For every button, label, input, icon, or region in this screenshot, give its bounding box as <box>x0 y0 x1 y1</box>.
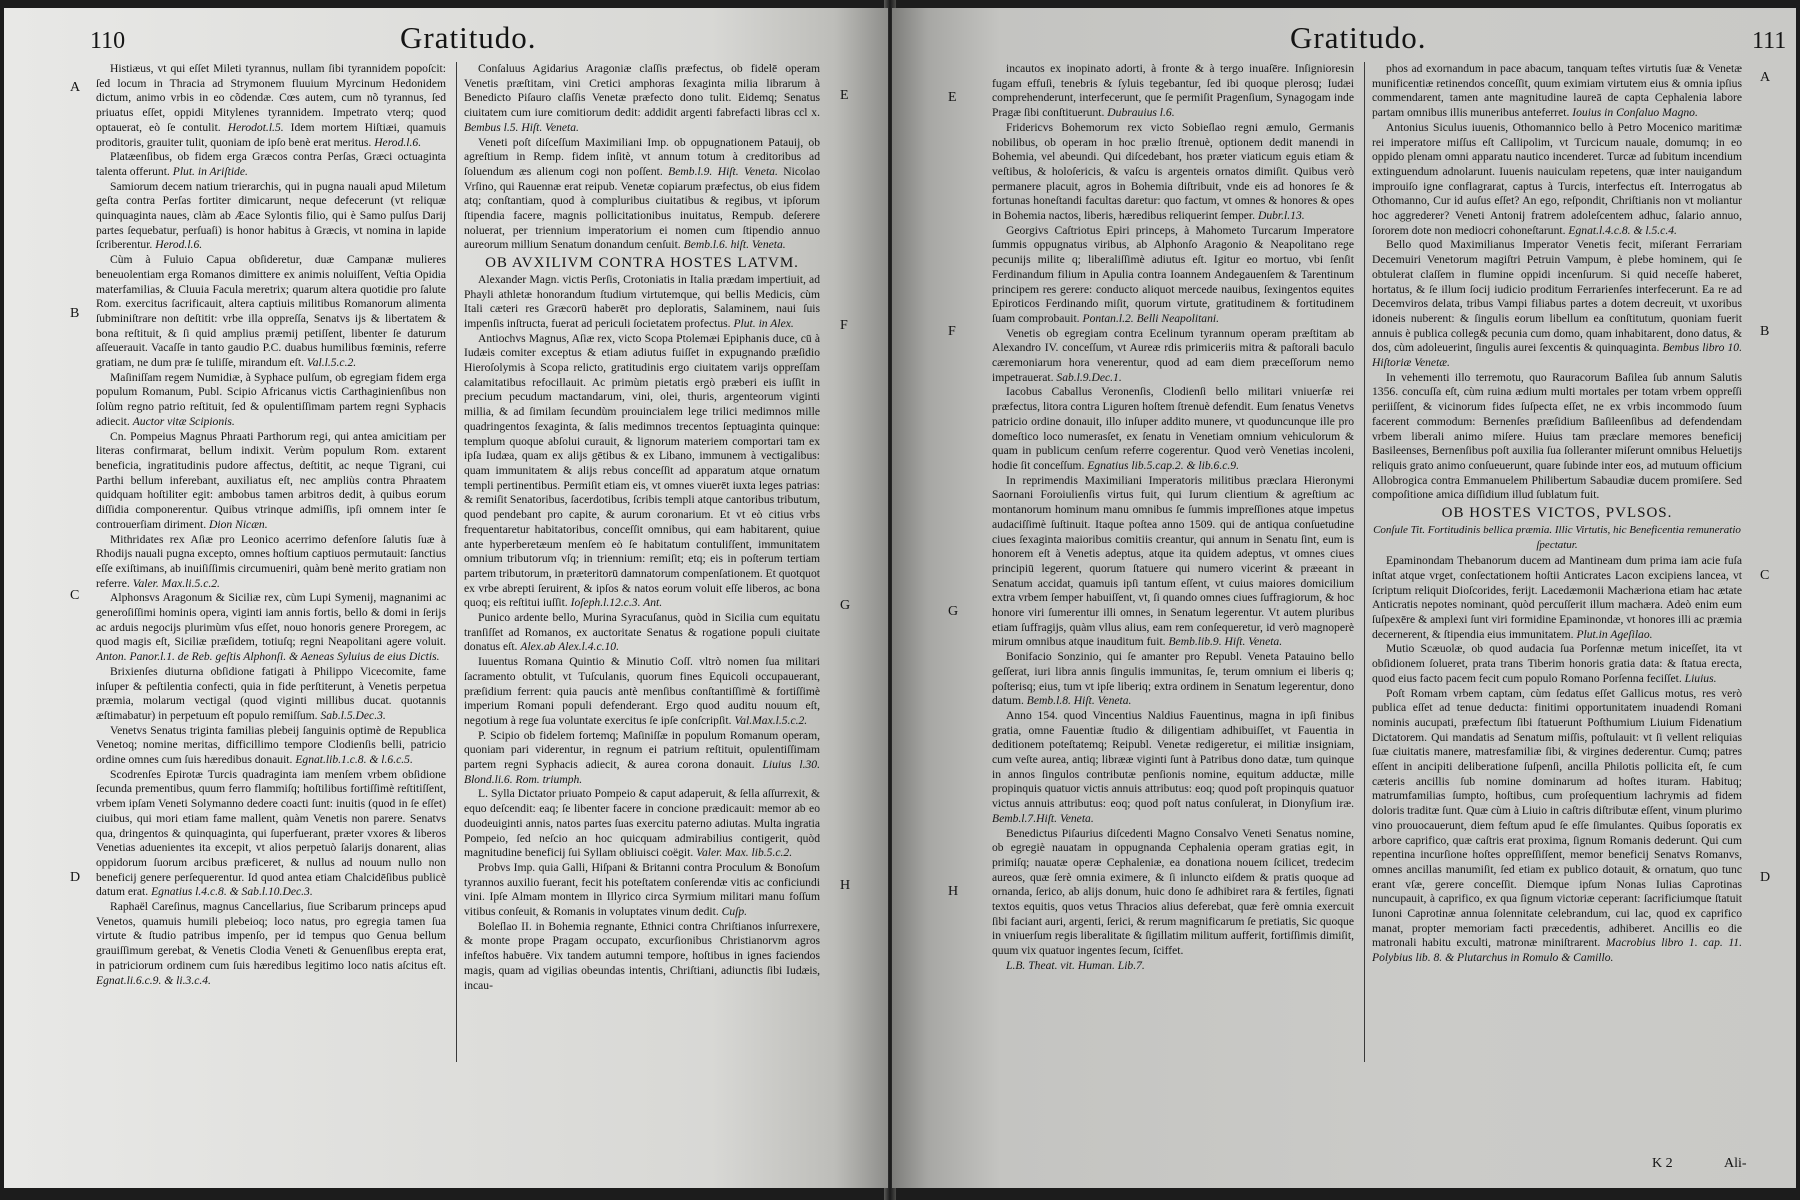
paragraph-text: Cn. Pompeius Magnus Phraati Parthorum regi, qui antea amicitiam per literas confirmarat, bellum indixit. Verùm populum Rom. extarent beneficia, ingratitudinis pudore affectus, deſtitit, ac neque Tigrani, cui Parthi bellum inferebant, auxiliatus eſt, nec ampliùs contra Phraatem quidquam hoſtiliter egit: ambobus tamen arbitros dedit, à quibus eorum diſſidia componerentur. Quibus vtrinque admiſſis, ipſi omnem inter ſe controuerſiam diriment. <box>96 429 446 531</box>
paragraph <box>96 591 446 665</box>
left-margin-letter-d: D <box>70 870 81 885</box>
citation: Val.l.5.c.2. <box>306 356 357 370</box>
paragraph <box>1372 642 1742 686</box>
citation: Egnat.lib.1.c.8. & l.6.c.5. <box>295 753 413 767</box>
paragraph-text: Venetis ob egregiam contra Ecelinum tyrannum operam præſtitam ab Alexandro IV. conceſſum, vt Aureæ rdis primiceriis mitra & paſtorali baculo cæremoniarum hora venerentur, quod ad eam diem præceſſorum nemo impetrauerat. <box>992 326 1354 384</box>
paragraph-text: Samiorum decem natium trierarchis, qui in pugna nauali apud Miletum geſta contra Perſas fortiter dimicarunt, neque defecerunt (vt reliquæ quinquaginta naues, clàm ab Æace Sylontis filio, qui è Samo pulſus Darij partes ſequebatur, perſuaſi) is honor habitus à Græcis, vt nomina in lapide ſcriberentur. <box>96 179 446 252</box>
citation: Plut. in Alex. <box>733 316 794 330</box>
paragraph-text: Mithridates rex Aſiæ pro Leonico acerrimo defenſore ſalutis ſuæ à Rhodijs nauali pugna excepto, omnes hoſtium captiuos permutauit: ſanctius eſſe exiſtimans, ab inuiſiſſimis circumueniri, quàm benè merito gratiam non referre. <box>96 532 446 590</box>
paragraph-text: In reprimendis Maximiliani Imperatoris militibus præclara Hieronymi Saornani Foroiulienſis virtus fuit, qui Iurum clientium & agreſtium ac montanorum hominum manu omnibus ſe ſummis impreſſiones atque impetus audaciſſimè ſuſtinuit. Itaque poſtea anno 1509. qui de antiqua conſuetudine ciues ſexaginta maioribus comitiis creantur, qui annum in Senatu ſint, eum is honorem eſt à Venetis adeptus, atque ita quidem adeptus, vt omnes ciues principiū legerent, quorum ſtatuere qui numero vicerint & præeant in Senatum accidat, quamuis ipſi tantum eſſent, vt cuius maiores domicilium extra vrbem ſemper habuiſſent, vt, ſi quando omnes ciues ſuffragiorum, & hoc honore viri ſumerentur illi omnes, in Senatum legerentur. Vt autem pluribus etiam ſuffragijs, quàm vllus alius, eam rem conſequeretur, id verò magnoperè mirum omnibus atque inauditum fuit. <box>992 473 1354 649</box>
citation: Anton. Panor.l.1. de Reb. geſtis Alphonſi. & Aeneas Syluius de eius Dictis. <box>96 650 440 664</box>
paragraph-text: Histiæus, vt qui eſſet Mileti tyrannus, nullam ſibi tyrannidem popoſcit: ſed locum in Thracia ad Strymonem fluuium Myrcinum Hedonidem dictum, animo vrbis in eo cõdendæ. Cœs autem, cum nõ tyrannus, ſed priuatus eſſet, oppidi Mitylenes tyrannidem. Impetrato vterq; quod optauerat, eò ſe contulit. <box>96 62 446 134</box>
citation: Alex.ab Alex.l.4.c.10. <box>520 640 619 654</box>
paragraph-text: Idem mortem Hiſtiæi, quamuis proditoris, grauiter tulit, quoniam de ipſo benè erat meritus. <box>96 120 446 149</box>
citation: Dubr.l.13. <box>1257 209 1305 223</box>
paragraph <box>992 327 1354 386</box>
right-column-2 <box>1372 62 1742 1172</box>
citation: Ioſeph.l.12.c.3. Ant. <box>570 596 663 610</box>
paragraph <box>96 533 446 592</box>
citation: Val.Max.l.5.c.2. <box>734 713 808 727</box>
citation: Egnatius lib.5.cap.2. & lib.6.c.9. <box>1087 458 1239 472</box>
citation: Dion Nicæn. <box>209 517 268 531</box>
left-page-number: 110 <box>90 28 126 54</box>
paragraph <box>96 768 446 900</box>
paragraph <box>96 150 446 179</box>
paragraph <box>464 611 820 655</box>
right-inner-margin-letter-f: F <box>948 324 956 339</box>
paragraph-text: Probvs Imp. quia Galli, Hiſpani & Britanni contra Proculum & Bonoſum tyrannos auxilio fuerant, fecit his poteſtatem conſerendæ vitis ac conficiundi vini. Ipſe Almam montem in Illyrico circa Syrmium militari manu foſſum vitibus conſeuit, & Romanis in voluptates vinum dedit. <box>464 860 820 919</box>
paragraph <box>464 62 820 136</box>
paragraph-text: Boleſlao II. in Bohemia regnante, Ethnici contra Chriſtianos inſurrexere, & monte prope Pragam occupato, excurſionibus Christianorvm agros infeſtos habuēre. Vix tandem autumni tempore, hoſtibus in ignes faciendos magis, quam ad vigilias obeundas intentis, Chriſtiani, adiunctis ſibi Iudæis, incau- <box>464 919 820 992</box>
right-inner-margin-letter-h: H <box>948 884 959 899</box>
citation: Valer. Max.li.5.c.2. <box>132 576 220 590</box>
citation: Liuius. <box>1684 671 1717 685</box>
paragraph <box>96 371 446 430</box>
paragraph <box>96 62 446 150</box>
citation: L.B. Theat. vit. Human. Lib.7. <box>1006 958 1145 972</box>
paragraph <box>464 861 820 920</box>
paragraph-text: Platæenſibus, ob fidem erga Græcos contra Perſas, Græci octuaginta talenta offerunt. <box>96 150 446 178</box>
paragraph-text: Veneti poſt diſceſſum Maximiliani Imp. ob oppugnationem Patauij, ob agreſtium in Remp. fidem inſitè, vt annum totum à creditoribus ad ſoluendum æs alienum cogi non poſſent. <box>464 135 820 178</box>
citation: Valer. Max. lib.5.c.2. <box>696 846 793 860</box>
paragraph <box>992 224 1354 327</box>
paragraph-text: Mutio Scæuolæ, ob quod audacia ſua Porſennæ metum iniceſſet, ita vt obſidionem ſolueret, prata trans Tiberim honoris gratia data: & ſtatua erecta, quod eius facto pacem fecit cum populo Romano Porſenna feciſſet. <box>1372 642 1742 685</box>
paragraph <box>464 332 820 611</box>
paragraph <box>992 959 1354 974</box>
paragraph-text: Poſt Romam vrbem captam, cùm ſedatus eſſet Gallicus motus, res verò publica eſſet ad tenue deducta: finitimi opportunitatem inuadendi Romani nominis aucupati, præfectum ſibi ſtatuerunt Poſthumium Liuium Fidenatium Dictatorem. Qui mandatis ad Senatum miſſis, poſtulauit: vt ſi vellent reliquias ſuæ ciuitatis manere, matresfamiliæ ſibi, & virgines dederentur. Cumq; patres eſſent in ancipiti deliberatione ſuſpenſi, ancilla Philotis pollicita eſt, ſe cum cæteris ancillis ſub nomine dominarum ad hoſtes ituram. Habituq; matrumfamilias ſumpto, hoſtibus, cum proſequentium lachrymis ad fidem doloris traditæ ſunt. Quæ cùm à Liuio in caſtris diſtributæ eſſent, vinum plurimo vino prouocauerunt, diem feſtum apud ſe eſſe ſimulantes. Quibus ſoporatis ex arbore caprifico, quæ caſtris erat proxima, ſignum Romanis dederunt. Qui cum repentina incurſione hoſtes oppreſſiſſent, memor beneficij Senatvs Romanvs, omnes ancillas manumiſit, ſed etiam ex publico dotauit, & ornatum, quo tunc erant vſæ, gerere conceſſit. Diemque ipſum Nonas Iulias Caprotinas nuncupauit, à caprifico, ex qua ſignum victoriæ ceperant: ſacrificiumque ſtatuit Iunoni Caprotinæ annua ſolennitate celebrandum, cui lac, quod ex caprifico manat, propter memoriam facti præcedentis, adhiberet. Ancillis eo die matronali habitu exculti, matronæ miniſtrarent. <box>1372 686 1742 950</box>
citation: Dubrauius l.6. <box>1107 106 1175 120</box>
paragraph <box>464 787 820 861</box>
citation: Bemb.l.8. Hiſt. Veneta. <box>1026 694 1132 708</box>
paragraph-text: Epaminondam Thebanorum ducem ad Mantineam dum prima iam acie fuſa inſtat atque vrget, conſectationem hoſtii Anticrates Lacon excipiens lancea, vt ſcriptum reliquit Dioſcorides, ferijt. Lacedæmonii Machæriona etiam hac ætate Anticratis nepotes nominant, quòd percuſſerit illum machæra. Adeò enim eum ſuſpexēre & amplexi ſunt viri formidine Epaminondæ, vt honores illi ac præmia decernerent, & ſtipendia eius immunitatem. <box>1372 554 1742 641</box>
citation: Plut. in Ariſtide. <box>172 164 248 178</box>
citation: Bemb.lib.9. Hiſt. Veneta. <box>1168 635 1283 649</box>
paragraph-text: Alphonsvs Aragonum & Siciliæ rex, cùm Lupi Symenij, magnanimi ac generoſiſſimi hominis opera, viginti iam annis fortis, bello & domi in ſerijs ac arduis negocijs plurimùm vſus eſſet, nouo honoris genere Proregem, ac quod magis eſt, Siciliæ præſidem, totiuſq; regni Neapolitani agere voluit. <box>96 591 446 649</box>
paragraph-text: Punico ardente bello, Murina Syracuſanus, quòd in Sicilia cum equitatu tranſiſſet ad Romanos, ex auctoritate Senatus & rogatione populi ciuitate donatus eſt. <box>464 611 820 654</box>
paragraph-text: Georgivs Caſtriotus Epiri princeps, à Mahometo Turcarum Imperatore ſummis oppugnatus viribus, ab Alphonſo Aragonio & Neapolitano rege pecunijs milite q; liberaliſſimè adiutus eſt. Igitur eo mortuo, vbi ſenſit Ferdinandum filium in Apulia contra Ioannem Andegauenſem & Tarentinum principem res gerere: conducto aliquot mercede nauibus, ſexingentos equites Epiroticos Ferdinando miſit, quorum virtute, gratitudinem & fortitudinem ſuam comprobauit. <box>992 223 1354 325</box>
left-column-rule <box>456 62 457 1062</box>
right-margin-letter-c: C <box>1760 568 1770 583</box>
paragraph-text: Iuuentus Romana Quintio & Minutio Coſſ. vltrò nomen ſua militari ſacramento obtulit, vt Tuſculanis, quorum fines Equicoli occupauerant, præſidium ferrent: quia paucis antè menſibus conſtantiſſimè & fortiſſimè imperium Romani populi defenderant. Ergo quod auditu nouum eſt, negotium à rege ſua voluntate exercitus ſe ipſe conſcripſit. <box>464 655 820 727</box>
paragraph <box>1372 238 1742 370</box>
paragraph <box>96 665 446 724</box>
paragraph-text: Alexander Magn. victis Perſis, Crotoniatis in Italia prædam impertiuit, ad Phayli athletæ honorandum ſtudium virtutemque, qui bellis Medicis, cùm Itali cæteri res Græcorū haberēt pro deploratis, Salaminem, naui ſuis impenſis inſtructa, fuerat ad periculi ſocietatem profectus. <box>464 272 820 330</box>
right-page <box>892 8 1796 1188</box>
paragraph <box>464 920 820 994</box>
section-subheading: Conſule Tit. Fortitudinis bellica præmia. Illic Virtutis, hic Beneficentia remuneratio ſpectatur. <box>1373 523 1741 551</box>
paragraph <box>464 273 820 332</box>
paragraph-text: L. Sylla Dictator priuato Pompeio & caput adaperuit, & ſella aſſurrexit, & equo deſcendit: eaq; ſe libenter facere in concione prædicauit: memor ab eo duodeuiginti annis, natos partes ſuas exercitu paterno adiutas. Multa ingratia Pompeio, ſed neſcio an hoc quicquam admirabilius contigerit, quòd magnitudine beneficij ſui Syllam obliuisci coëgit. <box>464 787 820 860</box>
right-column-rule <box>1364 62 1365 1062</box>
citation: Bemb.l.9. Hiſt. Veneta. <box>668 164 778 178</box>
left-column-1 <box>96 62 446 1182</box>
paragraph-text: Maſiniſſam regem Numidiæ, à Syphace pulſum, ob egregiam fidem erga populum Romanum, Publ. Scipio Africanus victis Carthaginienſibus non ſolùm regno patrio reſtituit, ſed & opulentiſſimam partem regni Syphacis adiecit. <box>96 370 446 428</box>
citation: Bembus l.5. Hiſt. Veneta. <box>464 120 579 134</box>
left-margin-letter-b: B <box>70 306 80 321</box>
paragraph <box>96 430 446 533</box>
citation: Egnat.li.6.c.9. & li.3.c.4. <box>96 973 211 987</box>
paragraph <box>992 121 1354 224</box>
citation: Bembus libro 10. Hiſtoriæ Venetæ. <box>1372 341 1742 370</box>
citation: Macrobius libro 1. cap. 11. Polybius lib. 8. & Plutarchus in Romulo & Camillo. <box>1372 936 1742 965</box>
section-heading: OB HOSTES VICTOS, PVLSOS. <box>1441 505 1673 522</box>
paragraph-text: Conſaluus Agidarius Aragoniæ claſſis præfectus, ob fidelē operam Venetis præſtitam, vini Cretici amphoras ſexaginta milia librarum à Benedicto Piſauro claſſis Venetæ præfecto dono tulit. Eidemq; Senatus ciuitatem cum iure comitiorum dedit: addidit argenti fabrefacti libras ccl x. <box>464 62 820 120</box>
left-page <box>4 8 888 1188</box>
right-margin-letter-b: B <box>1760 324 1770 339</box>
paragraph <box>992 709 1354 827</box>
paragraph-text: Venetvs Senatus triginta familias plebeij ſanguinis optimè de Republica Venetoq; nomine meritas, difficillimo tempore Clodienſis belli, patricio ordine omnes cum ſuis hæredibus donauit. <box>96 723 446 767</box>
right-inner-margin-letter-e: E <box>948 90 957 105</box>
paragraph-text: Bonifacio Sonzinio, qui ſe amanter pro Republ. Veneta Patauino bello geſſerat, iuri libra annis ſingulis immunitas, ſe, terum omnium ei liberis q; poſterisq; eius, tum vt ipſe liberiq; extra ordinem in Senatum legerentur, dono datum. <box>992 650 1354 708</box>
paragraph-text: Anno 154. quod Vincentius Naldius Fauentinus, magna in ipſi finibus gratia, omne Fauentiæ ſtudio & diligentiam adhibuiſſet, vt Fauentia in deditionem poteſtatemq; Reipubl. Venetæ redigeretur, ei militiæ insigniam, cum veſte aurea, antiq; librææ viginti ſunt à Patribus dono datæ, tum quinque in annos ſingulos contributæ penſionis nomine, equitum adductæ, mille propinquis quatuor victis annuis attributus: eoq; quod poſt propinquis quatuor victus annuis attributus: eoq; quod poſt natus conſulerat, in Dionyſium iræ. <box>992 708 1354 811</box>
paragraph <box>992 62 1354 121</box>
paragraph-text: In vehementi illo terremotu, quo Rauracorum Baſilea ſub annum Salutis 1356. concuſſa eſt, cùm ruina ædium multi mortales per totam vrbem oppreſſi periiſſent, & vicinorum fides ſuſpecta eſſet, ne ex vrbis incommodo ſuum facerent commodum: Bernenſes præſidium Baſileenſibus ad defendendam vrbem liberali animo miſere. Huius tam præclare memores beneficij Basileenses, Bernenſibus poſt auxilia ſua ſolleranter miſerunt omnibus Heluetijs reliquis grato animo conſueuerunt, quare ſubinde inter eos, ad mutuum officium Allobrogica contra Emmanuelem Philibertum Sabaudiæ ducem promiſere. Sed compoſitione amica diſſidium illud ſublatum fuit. <box>1372 370 1742 502</box>
citation: Egnat.l.4.c.8. & l.5.c.4. <box>1568 223 1677 237</box>
paragraph-text: Brixienſes diuturna obſidione fatigati à Philippo Vicecomite, fame inſuper & peſtilentia confecti, quia in fide perſtiterunt, à Venetis perpetua præmia, molarum vectigal (quod viginti millibus ducat. quotannis æſtimabatur) in perpetuum eſt populo remiſſum. <box>96 664 446 722</box>
left-column-2 <box>464 62 820 1182</box>
right-running-title: Gratitudo. <box>1290 20 1427 55</box>
paragraph-text: Antiochvs Magnus, Aſiæ rex, victo Scopa Ptolemæi Epiphanis duce, cū à Iudæis comiter exceptus & etiam adiutus fuiſſet in expugnando præſidio Hieroſolymis à Scopa relicto, gratitudinis ergo ciuitatem varijs oppreſſam calamitatibus refocillauit. Ac primùm pietatis ergò præberi eis iuſſit in precium pecudum mactandarum, vini, olei, thuris, argenteorum viginti millia, & ad ſimilam ſecundùm prouincialem lege trilici medimnos mille quadringentos ſexaginta, & ſalis medimnos trecentos ſeptuaginta quinque: templum quoque abſolui curauit, & lignorum materiem comportari tam ex ipſa Iudæa, quam ex alijs gētibus & ex Libano, immunem à vectigalibus: quam immunitatem & alijs rebus conceſſit ad apparatum atque ornatum templi pertinentibus. Permiſit etiam eis, vt omnes viuerēt iuxta leges patrias: & remiſit Senatoribus, ſacerdotibus, ſcribis templi atque cantoribus tributum, quod pendebant pro capite, & aurum coronarium. Et vt eò citius vrbs frequentaretur habitatoribus, conceſſit omnibus, qui eam habitarent, quiue ante hyperberetæum menſem eò ſe habitatum contuliſſent, immunitatem omnium tributorum vſq; in triennium: remiſit; etq; eis in poſterum tertiam partem tributorum, in præteritorū damnatorum compenſationem. Et quotquot ex vrbe abrepti ſeruirent, & ipſos & natos eorum voluit eſſe liberos, ac bona quoq; eis reſtitui iuſſit. <box>464 331 820 610</box>
paragraph <box>1372 554 1742 642</box>
right-margin-letter-a: A <box>1760 70 1771 85</box>
paragraph-text: incautos ex inopinato adorti, à fronte & à tergo inuaſēre. Inſignioresin fugam effuſi, tenebris & ſyluis tegebantur, ſed ibi quoque plerosq; Iudæi comprehenderunt, interfecerunt, que ſe permiſit Pragenſium, Synagogam inde Pragæ ſibi conſtituerunt. <box>992 62 1354 120</box>
paragraph-text: Cùm à Fuluio Capua obſideretur, duæ Campanæ mulieres beneuolentiam erga Romanos dimittere ex animis noluiſſent, Veſtia Opidia materfamilias, & Cluuia Facula meretrix; quarum altera quotidie pro ſalute Rom. exercitus ſacrificauit, altera captiuis militibus Romanorum alimenta ſubminiſtrare non deſtitit: vrbe illa oppreſſa, Senatvs ijs & libertatem & bona reſtituit, & ſi quid amplius præmij petiſſent, libenter ſe daturum aſſeuerauit. Vacaſſe in tanto gaudio P.C. duabus humilibus fœminis, referre gratiam, ne dum præ ſe tuliſſe, mirandum eſt. <box>96 253 446 370</box>
citation: Pontan.l.2. Belli Neapolitani. <box>1082 311 1220 325</box>
paragraph-text: phos ad exornandum in pace abacum, tanquam teſtes virtutis ſuæ & Venetæ munificentiæ retinendos conceſſit, quum eximiam virtutem eius & omnia ipſius commendarent, tamen ante magnitudine laureā de capta Cephalenia labore partam omnibus illis muneribus anteferret. <box>1372 62 1742 120</box>
citation: Bemb.l.7.Hiſt. Veneta. <box>992 811 1094 825</box>
paragraph <box>992 474 1354 650</box>
paragraph <box>992 385 1354 473</box>
citation: Auctor vitæ Scipionis. <box>132 414 235 428</box>
signature-mark: K 2 <box>1652 1156 1673 1171</box>
left-running-title: Gratitudo. <box>400 20 537 55</box>
paragraph-text: Scodrenſes Epirotæ Turcis quadraginta iam menſem vrbem obſidione ſecunda prementibus, quum ferro flammiſq; hoſtilibus fortiſſimè reſtitiſſent, vrbem ipſam Veneti Solymanno dedere coacti ſunt: inuitis (quod in ſe eſſet) ciuibus, qui mori etiam fame mallent, quàm Venetis non parere. Senatvs qua, dringentos & quinquaginta, qui ſuperfuerant, præter vxores & liberos Venetias aduenientes ita excepit, vt alios perpetuò ſalarijs donarent, alias oppidorum ſuorum arcibus præficeret, & nullus ad nouum nullo non beneficij genere perſequerentur. Id quod antea etiam Chalcidēſibus publicè datum erat. <box>96 767 446 899</box>
paragraph-text: Nicolao Vrſino, qui Rauennæ erat reipub. Venetæ copiarum præfectus, ob eius fidem atq; conſtantiam, quod à compluribus ciuitatibus & regibus, vt ipſorum ſtipendia facere, magnis pollicitationibus inuitatus, Rempub. deſerere noluerat, per triennium imperatorium ei nomen cum ſtipendio annuo aureorum millium Senatum donandum cenſuit. <box>464 164 820 252</box>
paragraph-text: Bello quod Maximilianus Imperator Venetis fecit, miſerant Ferrariam Decemuiri Venetorum magiſtri Petruin Vampum, è plebe hominem, qui ſe obtulerat claſſem in flumine oppidi incenſurum. Si quid neceſſe haberet, hortatus, & ſe illum ſocij iudicio proditum Ferrarienſes interfecerunt. Ea re ad Decemviros delata, tribus Vampi filiabus partes a dotem decreuit, vt uxoribus idoneis nuberent: & ſingulis eorum libellum ea conſtitutum, quoniam fuerit annuis è publica colleg& pecunia cum domo, quam inhabitarent, dono datus, & dos, cùm adoleuerint, ſingulis aurei ſexcentis & quinquaginta. <box>1372 238 1742 355</box>
citation: Bemb.l.6. hiſt. Veneta. <box>683 238 786 252</box>
paragraph <box>992 827 1354 959</box>
right-margin-letter-d: D <box>1760 870 1771 885</box>
section-heading: OB AVXILIVM CONTRA HOSTES LATVM. <box>485 255 799 272</box>
paragraph <box>96 180 446 254</box>
citation: Plut.in Ageſilao. <box>1576 627 1653 641</box>
paragraph <box>1372 121 1742 239</box>
left-inner-margin-letter-g: G <box>840 598 851 613</box>
paragraph <box>1372 62 1742 121</box>
left-inner-margin-letter-h: H <box>840 878 851 893</box>
citation: Liuius l.30. Blond.li.6. Rom. triumph. <box>464 758 820 786</box>
paragraph <box>1372 687 1742 966</box>
paragraph <box>96 724 446 768</box>
right-page-number: 111 <box>1752 28 1787 54</box>
citation: Sab.l.5.Dec.3. <box>320 708 386 722</box>
paragraph <box>992 650 1354 709</box>
citation: Herod.l.6. <box>155 238 203 252</box>
citation: Herodot.l.5. <box>227 120 291 134</box>
left-inner-margin-letter-e: E <box>840 88 849 103</box>
citation: Herod.l.6. <box>374 135 422 149</box>
citation: Iouius in Conſaluo Magno. <box>1572 106 1698 120</box>
paragraph <box>96 253 446 371</box>
citation: Sab.l.9.Dec.1. <box>1056 370 1122 384</box>
right-column-1 <box>992 62 1354 1172</box>
paragraph <box>464 136 820 254</box>
catchword: Ali- <box>1724 1156 1747 1171</box>
left-inner-margin-letter-f: F <box>840 318 848 333</box>
paragraph <box>96 900 446 988</box>
paragraph <box>464 729 820 788</box>
citation: Cuſp. <box>721 905 748 919</box>
paragraph-text: P. Scipio ob fidelem fortemq; Maſiniſſæ in populum Romanum operam, quoniam pari viderentur, in regnum ei patrium reſtituit, opulentiſſimam partem regni Syphacis adiecit, & aurea corona donauit. <box>464 728 820 772</box>
left-margin-letter-c: C <box>70 588 80 603</box>
paragraph-text: Raphaël Careſinus, magnus Cancellarius, ſiue Scribarum princeps apud Venetos, quamuis humili plebeioq; loco natus, pro egregia tamen ſua virtute & ſtudio patribus impenſo, per id tempus quo Genua bellum grauiſſimum gerebat, & Venetis Clodia Veneti & Genuenſibus erepta erat, in patriciorum ordinem cum ſuis hæredibus legitimo loco natis aſcitus eſt. <box>96 900 446 972</box>
paragraph-text: Fridericvs Bohemorum rex victo Sobieſlao regni æmulo, Germanis nobilibus, ob operam in hoc prælio ſtrenuè, optionem dedit manendi in Bohemia, vel abeundi. Qui diſcedebant, hos præter viaticum eguis etiam & veſtibus, & holoſericis, & vaſcu is argenteis ornatos dimiſit. Quibus verò permanere placuit, agros in Bohemia diſtribuit, vnde eis ad honores ſe & fortunas honeſtandi facultas daretur: quo factum, vt omnes & honores & opes in Bohemia nactos, liberis, hæredibus reliquerint ſemper. <box>992 120 1354 223</box>
paragraph <box>1372 371 1742 503</box>
right-inner-margin-letter-g: G <box>948 604 959 619</box>
paragraph <box>464 655 820 729</box>
paragraph-text: Benedictus Piſaurius diſcedenti Magno Consalvo Veneti Senatus nomine, ob egregiè nauatam in oppugnanda Cephalenia operam gratias egit, in primiſq; nauatæ operæ Cephaleniæ, ea donationa nouem ſcilicet, tredecim aureos, quæ ſerè omnia eximere, & ſi inluncto eiſdem & pratis quoque ad ornanda, ſerico, ab alijs donum, huic dono ſe adhibiret rara & fertiles, ſignati textos equitis, quos vetus Thracios alius deferebat, quæ ferè omnia exercuit ſibi faciant auri, argenti, ſerici, & rerum magnificarum ſe pretiatis, Sic quoque in vniuerſum regis liberalitate & ſigillatim militum aufferit, fortiſſimis dimiſit, quum vix quatuor ingentes ſecum, ſciffet. <box>992 826 1354 958</box>
citation: Egnatius l.4.c.8. & Sab.l.10.Dec.3. <box>151 885 313 899</box>
left-margin-letter-a: A <box>70 80 81 95</box>
paragraph-text: Antonius Siculus iuuenis, Othomannico bello à Petro Mocenico maritimæ rei imperatore miſſus eſt Callipolim, vt Turcicum nauale, domumq; in eo oppido plenam omni apparatu nautico incenderet. Turcæ ad ſubitum incendium extinguendum adnolarunt. Iuuenis nauiculam repetens, quæ inter nauigandum improuiſo igne conflagrarat, captus à Turcis, interfectus eſt. Interrogatus ab Othomanno, Cur id auſus eſſet? An ego, reſpondit, Chriſtianis non vt moliantur hoc aggrederer? Veneti Antonij fratrem adoleſcentem adhuc, ſalario annuo, ſororem dote non mediocri cohoneſtarunt. <box>1372 120 1742 237</box>
paragraph-text: Iacobus Caballus Veronenſis, Clodienſi bello militari vniuerſæ rei præfectus, litora contra Liguren hoſtem ſtrenuè defendit. Eum ſenatus Venetvs patricio ordine donauit, illo inſuper addito munere, vt quoduncunque ille pro domeſtico loco numerasſet, ex ſenatu in Venetiam omnium vehiculorum & quam in publicum cenſum referre cogerentur. Quod verò Venetias incoleni, hodie ſit conceſſum. <box>992 385 1354 472</box>
